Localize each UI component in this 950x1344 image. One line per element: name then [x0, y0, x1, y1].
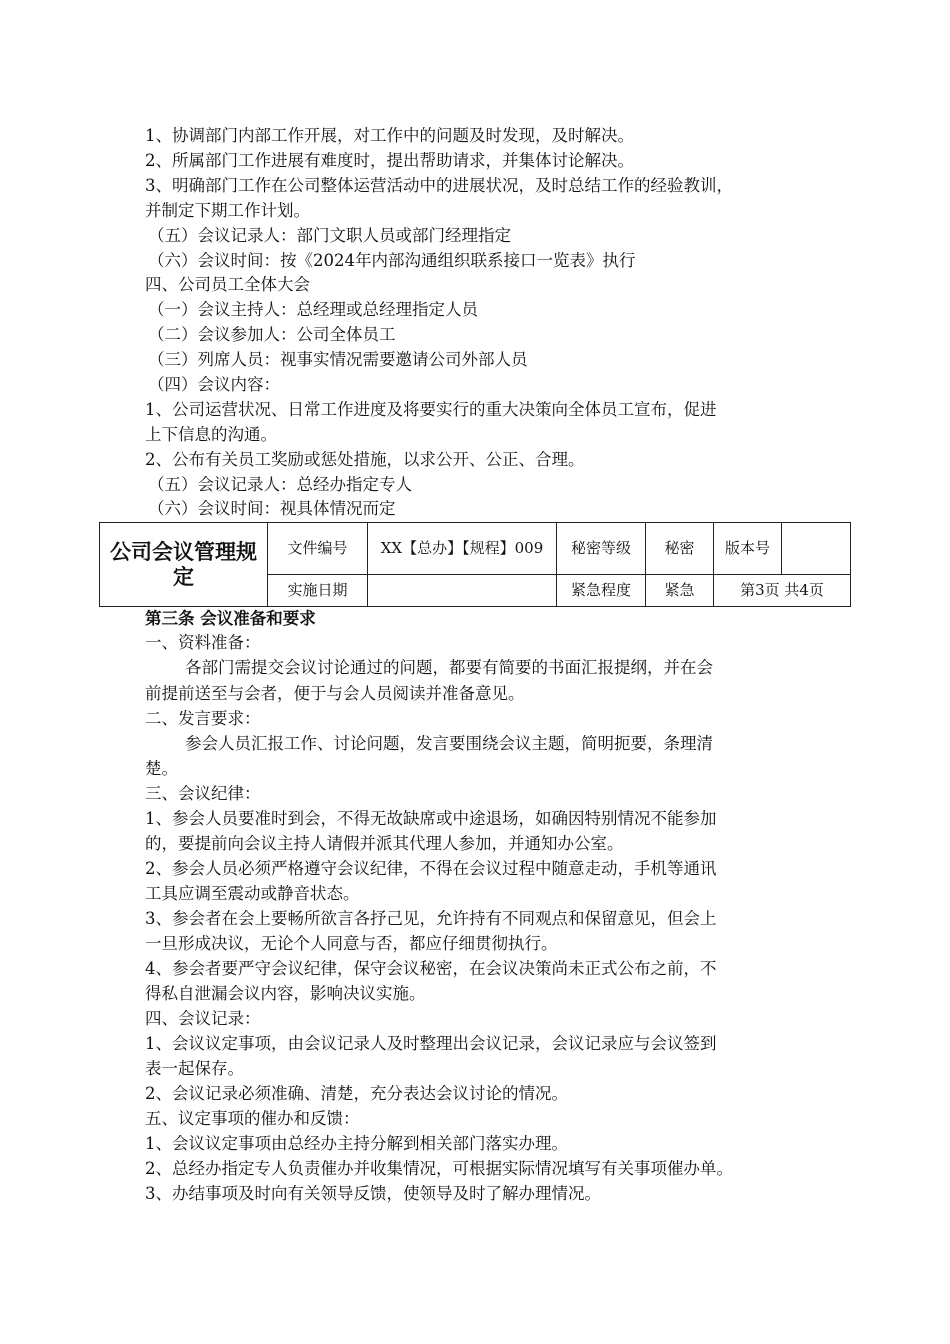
text-line: （五）会议记录人：部门文职人员或部门经理指定 — [148, 226, 511, 245]
urgency-value: 紧急 — [646, 575, 714, 607]
text-line: 3、办结事项及时向有关领导反馈，使领导及时了解办理情况。 — [145, 1184, 601, 1203]
text-line: （六）会议时间：视具体情况而定 — [148, 499, 396, 518]
text-line: 2、总经办指定专人负责催办并收集情况，可根据实际情况填写有关事项催办单。 — [145, 1159, 733, 1178]
text-line: 并制定下期工作计划。 — [145, 201, 310, 220]
text-line: 1、会议议定事项，由会议记录人及时整理出会议记录，会议记录应与会议签到 — [145, 1034, 717, 1053]
text-line: （三）列席人员：视事实情况需要邀请公司外部人员 — [148, 350, 528, 369]
implementation-date-value — [368, 575, 557, 607]
text-line: （二）会议参加人：公司全体员工 — [148, 325, 396, 344]
text-line: 表一起保存。 — [145, 1059, 244, 1078]
section-heading: 五、议定事项的催办和反馈： — [145, 1109, 360, 1128]
text-line: （六）会议时间：按《2024年内部沟通组织联系接口一览表》执行 — [148, 251, 636, 270]
text-line: 1、公司运营状况、日常工作进度及将要实行的重大决策向全体员工宣布，促进 — [145, 400, 717, 419]
text-line: 各部门需提交会议讨论通过的问题，都要有简要的书面汇报提纲，并在会 — [185, 658, 713, 677]
text-line: 工具应调至震动或静音状态。 — [145, 884, 360, 903]
text-line: 2、参会人员必须严格遵守会议纪律，不得在会议过程中随意走动，手机等通讯 — [145, 859, 717, 878]
text-line: （四）会议内容： — [148, 375, 280, 394]
text-line: 参会人员汇报工作、讨论问题，发言要围绕会议主题，简明扼要，条理清 — [185, 734, 713, 753]
text-line: 1、参会人员要准时到会，不得无故缺席或中途退场，如确因特别情况不能参加 — [145, 809, 717, 828]
text-line: 楚。 — [145, 759, 178, 778]
text-line: 得私自泄漏会议内容，影响决议实施。 — [145, 984, 426, 1003]
file-number-label: 文件编号 — [268, 523, 368, 575]
urgency-label: 紧急程度 — [557, 575, 646, 607]
section-heading: 四、公司员工全体大会 — [145, 275, 310, 294]
document-title: 公司会议管理规定 — [100, 523, 268, 607]
text-line: 3、参会者在会上要畅所欲言各抒己见，允许持有不同观点和保留意见，但会上 — [145, 909, 717, 928]
version-value — [782, 523, 851, 575]
section-heading: 一、资料准备： — [145, 633, 261, 652]
secret-level-value: 秘密 — [646, 523, 714, 575]
page-info: 第3页 共4页 — [714, 575, 851, 607]
text-line: 3、明确部门工作在公司整体运营活动中的进展状况，及时总结工作的经验教训， — [145, 176, 733, 195]
text-line: 一旦形成决议，无论个人同意与否，都应仔细贯彻执行。 — [145, 934, 558, 953]
text-line: （五）会议记录人：总经办指定专人 — [148, 475, 412, 494]
document-header-table — [99, 522, 851, 607]
file-number-value: XX【总办】【规程】009 — [368, 523, 557, 575]
text-line: 前提前送至与会者，便于与会人员阅读并准备意见。 — [145, 684, 525, 703]
text-line: 的，要提前向会议主持人请假并派其代理人参加，并通知办公室。 — [145, 834, 624, 853]
text-line: 上下信息的沟通。 — [145, 425, 277, 444]
text-line: 4、参会者要严守会议纪律，保守会议秘密，在会议决策尚未正式公布之前，不 — [145, 959, 717, 978]
text-line: 1、协调部门内部工作开展，对工作中的问题及时发现，及时解决。 — [145, 126, 634, 145]
article-heading: 第三条 会议准备和要求 — [145, 609, 316, 628]
version-label: 版本号 — [714, 523, 782, 575]
section-heading: 二、发言要求： — [145, 709, 261, 728]
text-line: （一）会议主持人：总经理或总经理指定人员 — [148, 300, 478, 319]
text-line: 2、公布有关员工奖励或惩处措施，以求公开、公正、合理。 — [145, 450, 585, 469]
section-heading: 四、会议记录： — [145, 1009, 261, 1028]
section-heading: 三、会议纪律： — [145, 784, 261, 803]
text-line: 2、所属部门工作进展有难度时，提出帮助请求，并集体讨论解决。 — [145, 151, 634, 170]
secret-level-label: 秘密等级 — [557, 523, 646, 575]
text-line: 2、会议记录必须准确、清楚，充分表达会议讨论的情况。 — [145, 1084, 568, 1103]
text-line: 1、会议议定事项由总经办主持分解到相关部门落实办理。 — [145, 1134, 568, 1153]
implementation-date-label: 实施日期 — [268, 575, 368, 607]
